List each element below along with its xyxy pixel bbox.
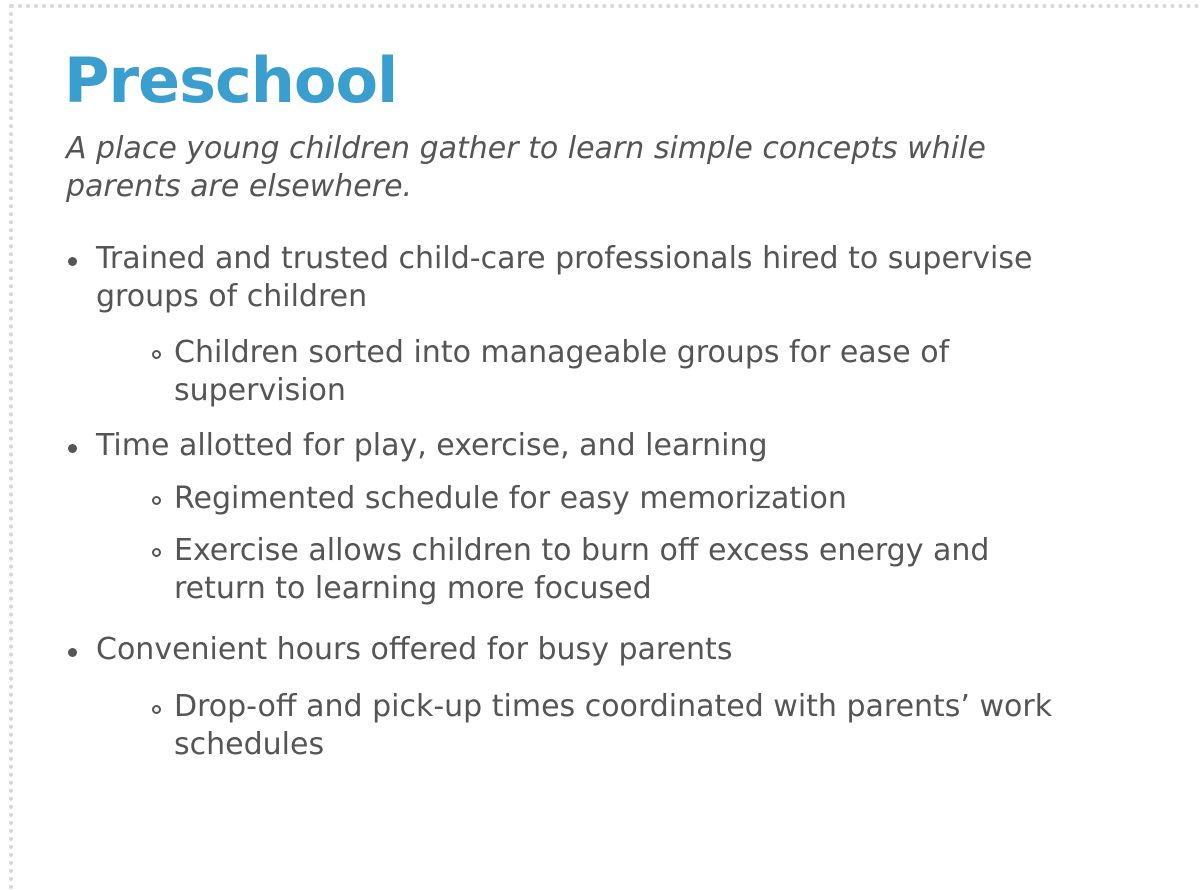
sub-list-item: Exercise allows children to burn off excess energy and return to learning more focused bbox=[174, 533, 990, 606]
list-item: Trained and trusted child-care professionals hired to supervise groups of children bbox=[96, 241, 1033, 314]
sub-list-item: Regimented schedule for easy memorization bbox=[174, 481, 847, 516]
circle-bullet-icon bbox=[152, 496, 161, 505]
list-item: Convenient hours offered for busy parents bbox=[96, 632, 733, 667]
sub-list-item: Children sorted into manageable groups for ease of supervision bbox=[174, 335, 950, 408]
circle-bullet-icon bbox=[152, 705, 161, 714]
slide-subtitle: A place young children gather to learn simple concepts while parents are elsewhere. bbox=[66, 131, 986, 204]
circle-bullet-icon bbox=[152, 548, 161, 557]
sub-list-item: Drop-off and pick-up times coordinated with parents’ work schedules bbox=[174, 689, 1053, 762]
bullet-icon bbox=[68, 444, 77, 453]
circle-bullet-icon bbox=[152, 350, 161, 359]
bullet-icon bbox=[68, 257, 77, 266]
dotted-border-top bbox=[10, 4, 1200, 8]
bullet-icon bbox=[68, 648, 77, 657]
slide-title: Preschool bbox=[64, 44, 398, 117]
dotted-border-left bbox=[9, 4, 13, 890]
list-item: Time allotted for play, exercise, and learning bbox=[96, 428, 768, 463]
